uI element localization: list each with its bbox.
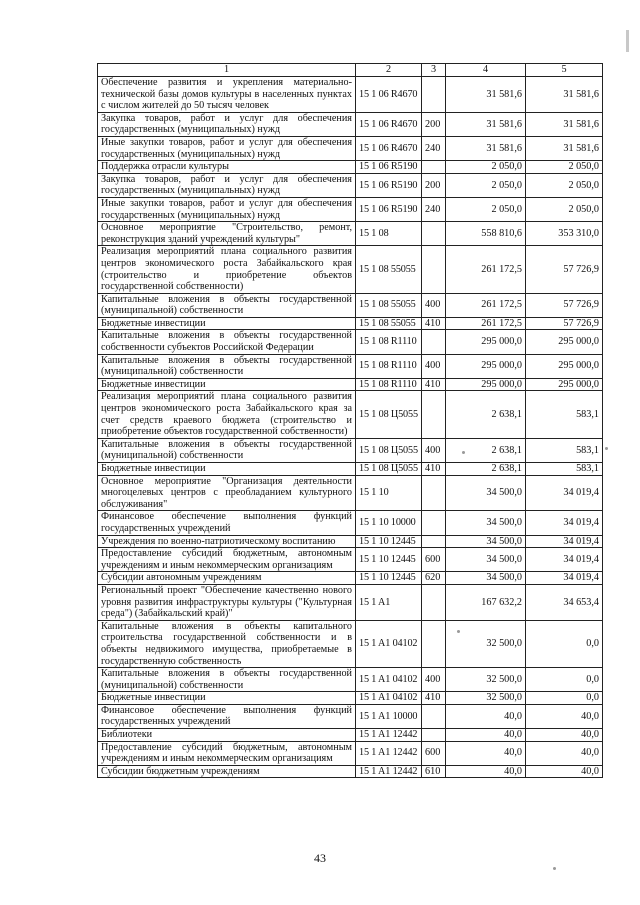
row-value-col5-cell: 31 581,6 bbox=[526, 77, 603, 113]
row-value-col5-cell: 0,0 bbox=[526, 668, 603, 692]
row-value-col4-cell: 40,0 bbox=[446, 765, 526, 778]
row-value-col4-cell: 34 500,0 bbox=[446, 535, 526, 548]
table-row bbox=[98, 741, 603, 765]
row-code-cell: 15 1 A1 04102 bbox=[356, 692, 422, 705]
row-name-cell: Библиотеки bbox=[98, 729, 356, 742]
row-value-col5-cell: 57 726,9 bbox=[526, 246, 603, 293]
scan-speck bbox=[605, 447, 608, 450]
page-number: 43 bbox=[314, 851, 326, 865]
row-value-col4-cell: 2 050,0 bbox=[446, 173, 526, 197]
column-header: 5 bbox=[526, 64, 603, 77]
row-name-cell: Основное мероприятие "Организация деятельности многоцелевых центров с преобладанием культурного обслуживания" bbox=[98, 475, 356, 511]
row-expense-type-cell: 600 bbox=[422, 741, 446, 765]
row-expense-type-cell: 400 bbox=[422, 293, 446, 317]
row-expense-type-cell bbox=[422, 620, 446, 667]
row-expense-type-cell bbox=[422, 704, 446, 728]
row-value-col5-cell: 40,0 bbox=[526, 741, 603, 765]
row-name-cell: Финансовое обеспечение выполнения функций государственных учреждений bbox=[98, 511, 356, 535]
row-code-cell: 15 1 08 R1110 bbox=[356, 330, 422, 354]
row-expense-type-cell: 240 bbox=[422, 136, 446, 160]
row-value-col5-cell: 40,0 bbox=[526, 765, 603, 778]
row-expense-type-cell bbox=[422, 246, 446, 293]
row-name-cell: Капитальные вложения в объекты государственной (муниципальной) собственности bbox=[98, 293, 356, 317]
row-value-col4-cell: 40,0 bbox=[446, 729, 526, 742]
row-value-col4-cell: 40,0 bbox=[446, 704, 526, 728]
table-row bbox=[98, 463, 603, 476]
row-name-cell: Региональный проект "Обеспечение качественно нового уровня развития инфраструктуры культуры ("Культурная среда") (Забайкальский край)" bbox=[98, 584, 356, 620]
table-row bbox=[98, 330, 603, 354]
row-code-cell: 15 1 08 R1110 bbox=[356, 354, 422, 378]
row-expense-type-cell bbox=[422, 475, 446, 511]
table-row bbox=[98, 173, 603, 197]
column-header: 4 bbox=[446, 64, 526, 77]
row-expense-type-cell: 410 bbox=[422, 692, 446, 705]
row-value-col4-cell: 2 050,0 bbox=[446, 161, 526, 174]
table-row bbox=[98, 620, 603, 667]
row-value-col5-cell: 31 581,6 bbox=[526, 136, 603, 160]
row-expense-type-cell: 400 bbox=[422, 668, 446, 692]
row-code-cell: 15 1 A1 04102 bbox=[356, 668, 422, 692]
row-value-col5-cell: 2 050,0 bbox=[526, 197, 603, 221]
table-row bbox=[98, 246, 603, 293]
row-name-cell: Реализация мероприятий плана социального развития центров экономического роста Забайкальского края за счет средств краевого бюджета (строительство и приобретение объектов государственной собственности) bbox=[98, 391, 356, 438]
table-row bbox=[98, 729, 603, 742]
scan-speck bbox=[553, 867, 556, 870]
row-code-cell: 15 1 A1 10000 bbox=[356, 704, 422, 728]
row-code-cell: 15 1 A1 12442 bbox=[356, 741, 422, 765]
row-name-cell: Учреждения по военно-патриотическому воспитанию bbox=[98, 535, 356, 548]
column-header: 2 bbox=[356, 64, 422, 77]
row-name-cell: Обеспечение развития и укрепления материально-технической базы домов культуры в населенных пунктах с числом жителей до 50 тысяч человек bbox=[98, 77, 356, 113]
row-name-cell: Бюджетные инвестиции bbox=[98, 378, 356, 391]
row-code-cell: 15 1 10 12445 bbox=[356, 535, 422, 548]
table-row bbox=[98, 584, 603, 620]
row-code-cell: 15 1 10 bbox=[356, 475, 422, 511]
scan-edge-mark bbox=[626, 30, 629, 52]
row-name-cell: Предоставление субсидий бюджетным, автономным учреждениям и иным некоммерческим организациям bbox=[98, 741, 356, 765]
row-value-col4-cell: 34 500,0 bbox=[446, 572, 526, 585]
row-name-cell: Субсидии автономным учреждениям bbox=[98, 572, 356, 585]
row-value-col4-cell: 32 500,0 bbox=[446, 620, 526, 667]
row-code-cell: 15 1 10 12445 bbox=[356, 572, 422, 585]
row-value-col5-cell: 34 019,4 bbox=[526, 548, 603, 572]
row-code-cell: 15 1 08 55055 bbox=[356, 293, 422, 317]
row-code-cell: 15 1 06 R5190 bbox=[356, 173, 422, 197]
row-value-col5-cell: 34 019,4 bbox=[526, 511, 603, 535]
row-expense-type-cell: 400 bbox=[422, 354, 446, 378]
row-value-col4-cell: 261 172,5 bbox=[446, 246, 526, 293]
row-code-cell: 15 1 10 10000 bbox=[356, 511, 422, 535]
row-value-col4-cell: 558 810,6 bbox=[446, 222, 526, 246]
row-expense-type-cell: 410 bbox=[422, 463, 446, 476]
table-row bbox=[98, 197, 603, 221]
row-name-cell: Предоставление субсидий бюджетным, автономным учреждениям и иным некоммерческим организациям bbox=[98, 548, 356, 572]
table-row bbox=[98, 668, 603, 692]
table-header-row bbox=[98, 64, 603, 77]
row-value-col5-cell: 34 019,4 bbox=[526, 475, 603, 511]
row-value-col4-cell: 261 172,5 bbox=[446, 317, 526, 330]
row-expense-type-cell bbox=[422, 535, 446, 548]
row-name-cell: Иные закупки товаров, работ и услуг для обеспечения государственных (муниципальных) нужд bbox=[98, 136, 356, 160]
row-expense-type-cell bbox=[422, 161, 446, 174]
row-expense-type-cell: 410 bbox=[422, 378, 446, 391]
row-code-cell: 15 1 A1 12442 bbox=[356, 765, 422, 778]
row-name-cell: Капитальные вложения в объекты капитального строительства государственной собственности и в объекты недвижимого имущества, приобретаемые в государственную собственность bbox=[98, 620, 356, 667]
row-value-col5-cell: 2 050,0 bbox=[526, 161, 603, 174]
table-row bbox=[98, 136, 603, 160]
table-row bbox=[98, 692, 603, 705]
row-value-col4-cell: 167 632,2 bbox=[446, 584, 526, 620]
row-value-col5-cell: 295 000,0 bbox=[526, 354, 603, 378]
row-code-cell: 15 1 A1 12442 bbox=[356, 729, 422, 742]
row-value-col5-cell: 583,1 bbox=[526, 463, 603, 476]
row-value-col4-cell: 2 050,0 bbox=[446, 197, 526, 221]
row-value-col5-cell: 34 019,4 bbox=[526, 572, 603, 585]
row-expense-type-cell bbox=[422, 511, 446, 535]
table-row bbox=[98, 548, 603, 572]
budget-table-body bbox=[98, 64, 603, 778]
table-row bbox=[98, 317, 603, 330]
row-code-cell: 15 1 A1 bbox=[356, 584, 422, 620]
row-code-cell: 15 1 08 Ц5055 bbox=[356, 463, 422, 476]
row-name-cell: Капитальные вложения в объекты государственной (муниципальной) собственности bbox=[98, 354, 356, 378]
row-name-cell: Закупка товаров, работ и услуг для обеспечения государственных (муниципальных) нужд bbox=[98, 173, 356, 197]
row-expense-type-cell bbox=[422, 391, 446, 438]
row-value-col4-cell: 34 500,0 bbox=[446, 475, 526, 511]
row-code-cell: 15 1 10 12445 bbox=[356, 548, 422, 572]
row-value-col4-cell: 261 172,5 bbox=[446, 293, 526, 317]
row-expense-type-cell: 610 bbox=[422, 765, 446, 778]
row-name-cell: Бюджетные инвестиции bbox=[98, 463, 356, 476]
table-row bbox=[98, 112, 603, 136]
row-value-col5-cell: 0,0 bbox=[526, 620, 603, 667]
table-row bbox=[98, 222, 603, 246]
row-value-col4-cell: 295 000,0 bbox=[446, 378, 526, 391]
row-value-col4-cell: 2 638,1 bbox=[446, 463, 526, 476]
row-code-cell: 15 1 08 bbox=[356, 222, 422, 246]
row-code-cell: 15 1 06 R4670 bbox=[356, 112, 422, 136]
row-name-cell: Бюджетные инвестиции bbox=[98, 692, 356, 705]
row-expense-type-cell bbox=[422, 584, 446, 620]
row-value-col5-cell: 57 726,9 bbox=[526, 317, 603, 330]
row-name-cell: Закупка товаров, работ и услуг для обеспечения государственных (муниципальных) нужд bbox=[98, 112, 356, 136]
row-value-col4-cell: 31 581,6 bbox=[446, 77, 526, 113]
row-name-cell: Иные закупки товаров, работ и услуг для обеспечения государственных (муниципальных) нужд bbox=[98, 197, 356, 221]
row-name-cell: Капитальные вложения в объекты государственной (муниципальной) собственности bbox=[98, 668, 356, 692]
row-name-cell: Капитальные вложения в объекты государственной собственности субъектов Российской Федерации bbox=[98, 330, 356, 354]
row-code-cell: 15 1 06 R5190 bbox=[356, 161, 422, 174]
row-expense-type-cell: 240 bbox=[422, 197, 446, 221]
budget-table bbox=[97, 63, 603, 778]
row-value-col4-cell: 31 581,6 bbox=[446, 112, 526, 136]
row-value-col4-cell: 295 000,0 bbox=[446, 354, 526, 378]
row-code-cell: 15 1 08 Ц5055 bbox=[356, 391, 422, 438]
table-row bbox=[98, 704, 603, 728]
row-name-cell: Финансовое обеспечение выполнения функций государственных учреждений bbox=[98, 704, 356, 728]
row-expense-type-cell bbox=[422, 330, 446, 354]
row-value-col5-cell: 295 000,0 bbox=[526, 378, 603, 391]
row-name-cell: Поддержка отрасли культуры bbox=[98, 161, 356, 174]
row-code-cell: 15 1 06 R5190 bbox=[356, 197, 422, 221]
table-row bbox=[98, 391, 603, 438]
row-name-cell: Субсидии бюджетным учреждениям bbox=[98, 765, 356, 778]
column-header: 3 bbox=[422, 64, 446, 77]
table-row bbox=[98, 535, 603, 548]
row-code-cell: 15 1 08 R1110 bbox=[356, 378, 422, 391]
row-value-col5-cell: 583,1 bbox=[526, 438, 603, 462]
row-value-col4-cell: 2 638,1 bbox=[446, 391, 526, 438]
row-expense-type-cell: 200 bbox=[422, 112, 446, 136]
row-code-cell: 15 1 08 Ц5055 bbox=[356, 438, 422, 462]
row-value-col5-cell: 353 310,0 bbox=[526, 222, 603, 246]
table-row bbox=[98, 438, 603, 462]
table-row bbox=[98, 378, 603, 391]
row-value-col4-cell: 2 638,1 bbox=[446, 438, 526, 462]
column-header: 1 bbox=[98, 64, 356, 77]
row-value-col5-cell: 40,0 bbox=[526, 704, 603, 728]
table-row bbox=[98, 572, 603, 585]
row-name-cell: Капитальные вложения в объекты государственной (муниципальной) собственности bbox=[98, 438, 356, 462]
table-row bbox=[98, 475, 603, 511]
row-value-col4-cell: 32 500,0 bbox=[446, 692, 526, 705]
row-code-cell: 15 1 08 55055 bbox=[356, 317, 422, 330]
row-code-cell: 15 1 A1 04102 bbox=[356, 620, 422, 667]
row-value-col4-cell: 32 500,0 bbox=[446, 668, 526, 692]
row-value-col4-cell: 31 581,6 bbox=[446, 136, 526, 160]
row-expense-type-cell: 600 bbox=[422, 548, 446, 572]
row-value-col4-cell: 34 500,0 bbox=[446, 511, 526, 535]
row-value-col4-cell: 34 500,0 bbox=[446, 548, 526, 572]
row-expense-type-cell bbox=[422, 77, 446, 113]
row-expense-type-cell: 400 bbox=[422, 438, 446, 462]
row-value-col5-cell: 40,0 bbox=[526, 729, 603, 742]
table-row bbox=[98, 293, 603, 317]
row-code-cell: 15 1 06 R4670 bbox=[356, 77, 422, 113]
table-row bbox=[98, 77, 603, 113]
table-row bbox=[98, 161, 603, 174]
row-value-col4-cell: 40,0 bbox=[446, 741, 526, 765]
row-name-cell: Реализация мероприятий плана социального развития центров экономического роста Забайкальского края (строительство и приобретение объектов государственной собственности) bbox=[98, 246, 356, 293]
row-expense-type-cell: 410 bbox=[422, 317, 446, 330]
row-expense-type-cell bbox=[422, 729, 446, 742]
row-code-cell: 15 1 08 55055 bbox=[356, 246, 422, 293]
row-value-col5-cell: 57 726,9 bbox=[526, 293, 603, 317]
row-name-cell: Основное мероприятие "Строительство, ремонт, реконструкция зданий учреждений культуры" bbox=[98, 222, 356, 246]
row-value-col5-cell: 295 000,0 bbox=[526, 330, 603, 354]
table-row bbox=[98, 354, 603, 378]
row-value-col5-cell: 34 653,4 bbox=[526, 584, 603, 620]
row-value-col5-cell: 0,0 bbox=[526, 692, 603, 705]
row-code-cell: 15 1 06 R4670 bbox=[356, 136, 422, 160]
row-expense-type-cell: 620 bbox=[422, 572, 446, 585]
row-value-col4-cell: 295 000,0 bbox=[446, 330, 526, 354]
row-value-col5-cell: 2 050,0 bbox=[526, 173, 603, 197]
table-row bbox=[98, 765, 603, 778]
row-value-col5-cell: 583,1 bbox=[526, 391, 603, 438]
row-expense-type-cell: 200 bbox=[422, 173, 446, 197]
row-value-col5-cell: 31 581,6 bbox=[526, 112, 603, 136]
row-name-cell: Бюджетные инвестиции bbox=[98, 317, 356, 330]
row-value-col5-cell: 34 019,4 bbox=[526, 535, 603, 548]
table-row bbox=[98, 511, 603, 535]
row-expense-type-cell bbox=[422, 222, 446, 246]
